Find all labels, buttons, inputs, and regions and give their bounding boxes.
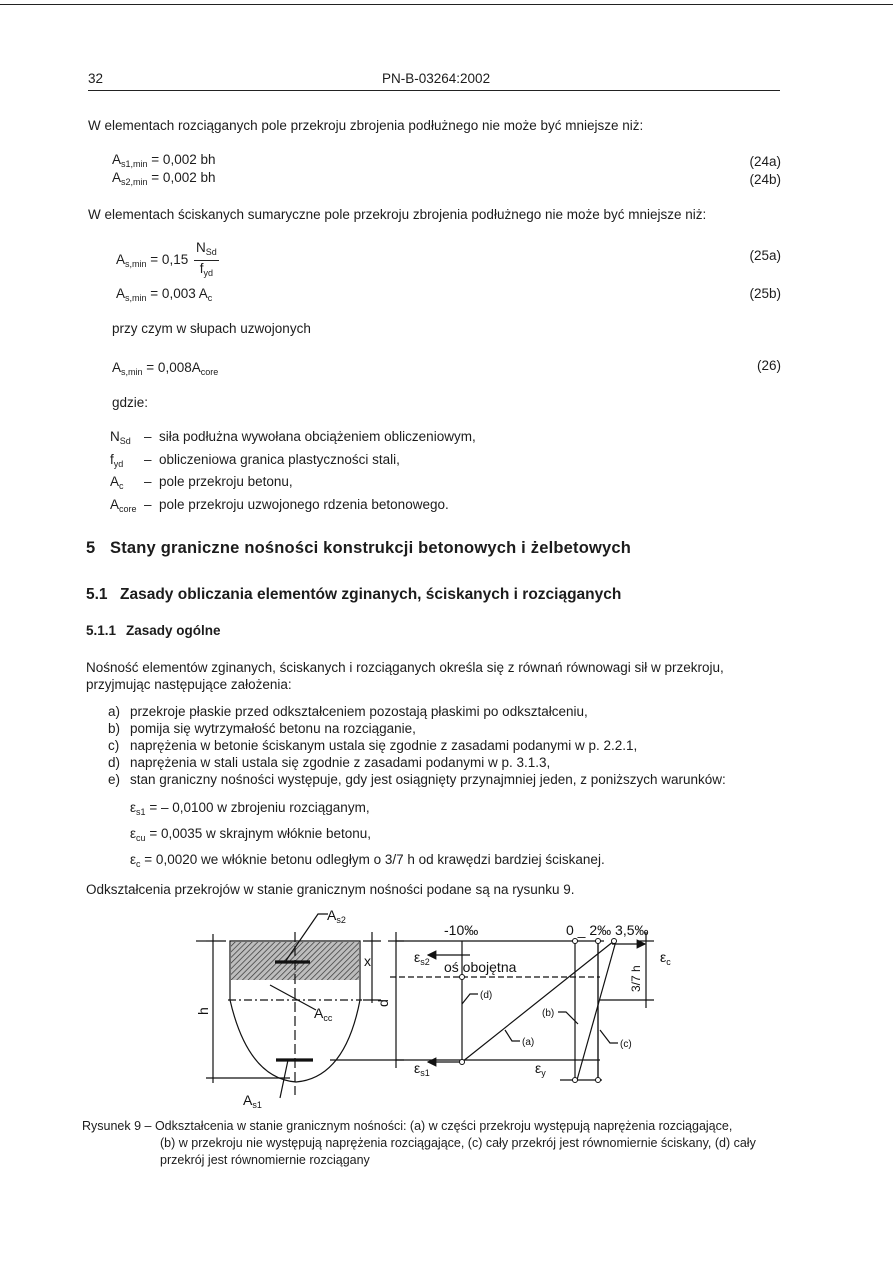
label-x: x bbox=[364, 953, 371, 969]
section-outline bbox=[230, 941, 360, 1082]
where-label: gdzie: bbox=[112, 395, 149, 410]
section-5-heading: 5 Stany graniczne nośności konstrukcji betonowych i żelbetowych bbox=[86, 539, 632, 557]
top-rule bbox=[0, 4, 893, 5]
definition-item: $A_{core}$ – pole przekroju uzwojonego rdzenia betonowego. bbox=[110, 496, 449, 514]
strain-line-b bbox=[577, 941, 616, 1080]
leader-b bbox=[558, 1012, 578, 1024]
definition-item: $f_{yd}$ – obliczeniowa granica plastyczności stali, bbox=[110, 451, 400, 469]
equation-number-25a: (25a) bbox=[749, 248, 781, 263]
label-strain-left: -10‰ bbox=[444, 922, 479, 938]
leader-d bbox=[462, 994, 478, 1004]
list-item: e) stan graniczny nośności występuje, gdy jest osiągnięty przynajmniej jeden, z poniższych warunków: bbox=[108, 772, 726, 787]
label-eps-y: $\varepsilon_y$ bbox=[535, 1060, 546, 1078]
list-item: a) przekroje płaskie przed odkształceniem pozostają płaskimi po odkształceniu, bbox=[108, 704, 588, 719]
label-acc: $A_{cc}$ bbox=[314, 1005, 333, 1023]
paragraph-assumptions: Nośność elementów zginanych, ściskanych i rozciąganych określa się z równań równowagi sił w przekroju, przyjmując następujące założenia: bbox=[86, 660, 724, 692]
assumption-list bbox=[108, 703, 726, 788]
section-5-1-heading: 5.1 Zasady obliczania elementów zginanych, ściskanych i rozciąganych bbox=[86, 586, 622, 603]
paragraph-spiral-columns: przy czym w słupach uzwojonych bbox=[112, 321, 311, 336]
equation-number-25b: (25b) bbox=[749, 286, 781, 301]
equation-25b: $A_{s,min} = 0,003$ $A_c$ bbox=[116, 286, 213, 303]
figure-caption: Rysunek 9 – Odkształcenia w stanie granicznym nośności: (a) w części przekroju występują naprężenia rozciągające, (b) w przekroju nie występują naprężenia rozciągające, (c) cały przekrój jest równomiernie ściskany, (d) cały przekrój jest równomiernie rozciągany bbox=[82, 1119, 756, 1167]
list-item: d) naprężenia w stali ustala się zgodnie z zasadami podanymi w p. 3.1.3, bbox=[108, 755, 551, 770]
equation-number-24a: (24a) bbox=[749, 154, 781, 169]
paragraph-tension: W elementach rozciąganych pole przekroju zbrojenia podłużnego nie może być mniejsze niż: bbox=[88, 118, 644, 133]
equation-26: $A_{s,min} = 0,008A_{core}$ bbox=[112, 360, 219, 377]
label-three-seven-h: 3/7 h bbox=[629, 965, 643, 992]
definition-list bbox=[110, 428, 476, 518]
leader-as1 bbox=[280, 1060, 288, 1098]
condition-item: $\varepsilon_{cu} = 0,0035$ w skrajnym włóknie betonu, bbox=[130, 826, 372, 843]
section-5-1-1-heading: 5.1.1 Zasady ogólne bbox=[86, 623, 221, 638]
compression-zone-hatch bbox=[231, 942, 359, 980]
leader-as2 bbox=[285, 914, 328, 962]
leader-a bbox=[505, 1030, 520, 1041]
condition-item: $\varepsilon_{s1}$ = – 0,0100 w zbrojeniu rozciąganym, bbox=[130, 800, 370, 817]
page-number: 32 bbox=[88, 71, 104, 86]
equation-25a: $A_{s,min} = 0,15$ $N_{Sd}$ $f_{yd}$ bbox=[116, 240, 217, 278]
condition-list bbox=[130, 797, 605, 875]
label-neutral-axis: oś obojętna bbox=[444, 959, 517, 975]
header-rule bbox=[88, 90, 780, 91]
equation-number-24b: (24b) bbox=[749, 172, 781, 187]
leader-acc bbox=[270, 985, 316, 1010]
list-item: b) pomija się wytrzymałość betonu na rozciąganie, bbox=[108, 721, 416, 736]
paragraph-figure-ref: Odkształcenia przekrojów w stanie granicznym nośności podane są na rysunku 9. bbox=[86, 882, 575, 897]
label-eps-s2: $\varepsilon_{s2}$ bbox=[414, 949, 430, 967]
equation-24b: $A_{s2,min} = 0,002$ bh bbox=[112, 170, 216, 187]
label-b-line: (b) bbox=[542, 1008, 555, 1019]
leader-c bbox=[600, 1030, 618, 1043]
definition-item: $N_{Sd}$ – siła podłużna wywołana obciążeniem obliczeniowym, bbox=[110, 429, 476, 446]
strain-line-a bbox=[462, 941, 614, 1062]
label-d-line: (d) bbox=[480, 990, 493, 1001]
label-strain-right: 0 _ 2‰ 3,5‰ bbox=[566, 922, 649, 938]
label-d: d bbox=[375, 999, 391, 1007]
label-a-line: (a) bbox=[522, 1037, 535, 1048]
equation-number-26: (26) bbox=[756, 358, 781, 373]
label-eps-s1: $\varepsilon_{s1}$ bbox=[414, 1060, 430, 1078]
definition-item: $A_c$ – pole przekroju betonu, bbox=[110, 474, 293, 491]
label-h: h bbox=[195, 1007, 211, 1015]
condition-item: $\varepsilon_c = 0,0020$ we włóknie betonu odległym o 3/7 h od krawędzi bardziej ściskanej. bbox=[130, 852, 605, 869]
label-eps-c: $\varepsilon_c$ bbox=[660, 949, 671, 967]
equation-24a: $A_{s1,min} = 0,002$ bh bbox=[112, 152, 216, 169]
label-as2: $A_{s2}$ bbox=[327, 907, 346, 925]
label-as1: $A_{s1}$ bbox=[243, 1092, 262, 1110]
standard-code: PN-B-03264:2002 bbox=[382, 71, 491, 86]
list-item: c) naprężenia w betonie ściskanym ustala się zgodnie z zasadami podanymi w p. 2.2.1, bbox=[108, 738, 638, 753]
label-c-line: (c) bbox=[620, 1039, 632, 1050]
paragraph-compression: W elementach ściskanych sumaryczne pole przekroju zbrojenia podłużnego nie może być mniejsze niż: bbox=[88, 207, 707, 222]
